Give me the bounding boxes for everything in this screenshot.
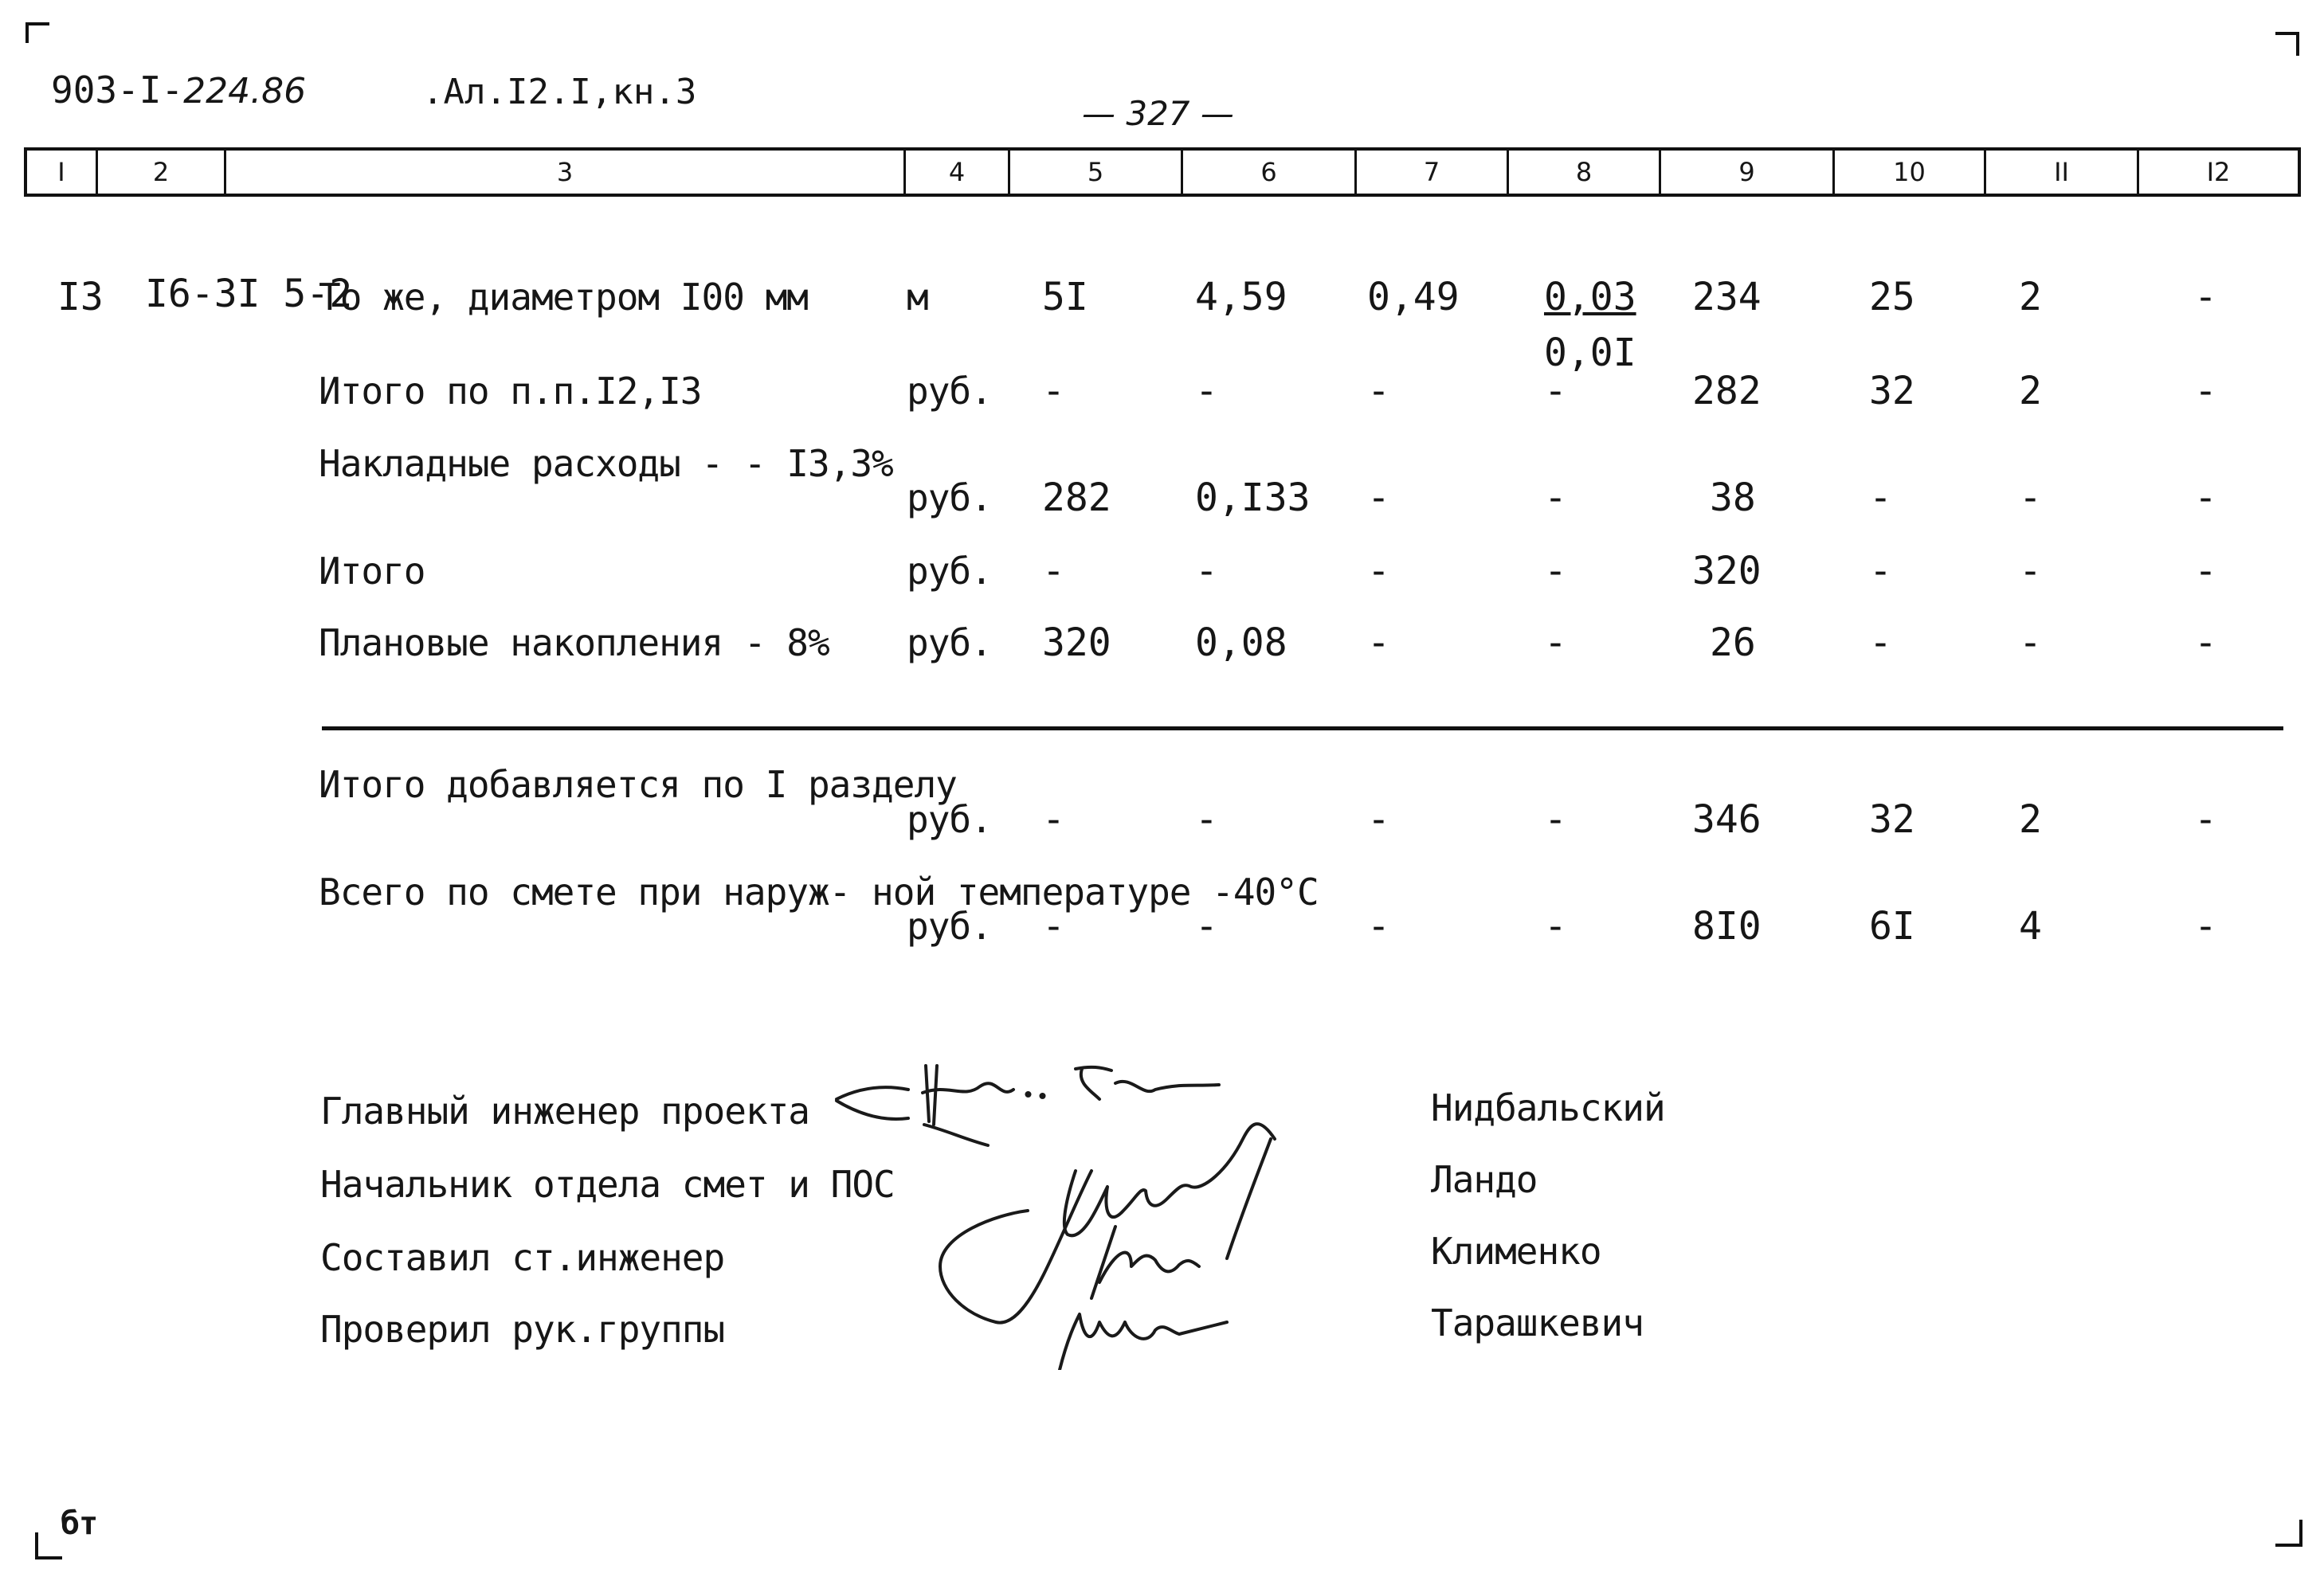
cell-col9: 26	[1710, 620, 1756, 665]
corner-mark-top-right	[2275, 32, 2299, 56]
cell-col10: -	[1869, 549, 1892, 593]
cell-col12: -	[2194, 275, 2217, 319]
table-row	[0, 620, 2324, 702]
column-header: 4	[903, 151, 1008, 194]
signatory-role: Начальник отдела смет и ПОС	[320, 1163, 895, 1206]
unit: руб.	[907, 621, 992, 664]
cell-col12: -	[2194, 475, 2217, 520]
cell-col11: 2	[2019, 369, 2042, 413]
doc-reference: .Ал.I2.I,кн.3	[422, 72, 697, 112]
column-header: II	[1984, 151, 2137, 194]
column-header: 3	[224, 151, 903, 194]
unit: руб.	[907, 476, 992, 519]
cell-col7: -	[1367, 475, 1390, 520]
cell-col9: 234	[1692, 275, 1762, 319]
doc-code-handwritten: 224.86	[183, 71, 307, 112]
table-row	[0, 871, 2324, 954]
cell-col10: 6I	[1869, 904, 1915, 949]
corner-mark-bottom-left	[35, 1532, 62, 1559]
cell-col7: -	[1367, 549, 1390, 593]
section-divider	[322, 726, 2283, 730]
footer-mark: бт	[61, 1505, 98, 1542]
cell-col6: -	[1195, 904, 1218, 949]
cell-col11: 2	[2019, 797, 2042, 842]
cell-col9: 38	[1710, 475, 1756, 520]
cell-col8: -	[1544, 620, 1567, 665]
unit: руб.	[907, 550, 992, 593]
cell-col5: 5I	[1042, 275, 1088, 319]
cell-col8: 0,03	[1544, 275, 1636, 319]
cell-col12: -	[2194, 369, 2217, 413]
item-name: Всего по смете при наруж- ной температуре -40°С	[319, 871, 1319, 914]
signatory-name: Тарашкевич	[1431, 1301, 1644, 1344]
column-header: I	[57, 157, 65, 187]
doc-code	[51, 68, 306, 112]
cell-col6: 0,I33	[1195, 475, 1311, 520]
column-header: 5	[1008, 151, 1181, 194]
cell-col7: 0,49	[1367, 275, 1460, 319]
unit: руб.	[907, 370, 992, 413]
handwritten-signatures	[829, 1051, 1354, 1370]
cell-col5: -	[1042, 797, 1065, 842]
column-header: 2	[96, 151, 224, 194]
cell-col5: 320	[1042, 620, 1111, 665]
unit: м	[907, 276, 928, 319]
signatory-role: Проверил рук.группы	[320, 1308, 725, 1351]
cell-col7: -	[1367, 797, 1390, 842]
cell-col11: 4	[2019, 904, 2042, 949]
cell-col5: 282	[1042, 475, 1111, 520]
item-name: То же, диаметром I00 мм	[319, 276, 808, 319]
cell-col7: -	[1367, 904, 1390, 949]
cell-col7: -	[1367, 620, 1390, 665]
cell-col5: -	[1042, 549, 1065, 593]
cell-col9: 346	[1692, 797, 1762, 842]
cell-col8: -	[1544, 475, 1567, 520]
signatory-role: Составил ст.инженер	[320, 1236, 725, 1279]
cell-col8: -	[1544, 549, 1567, 593]
cell-col7: -	[1367, 369, 1390, 413]
column-header: I2	[2137, 151, 2298, 194]
doc-code-prefix: 903-I-	[51, 68, 184, 112]
table-row	[0, 371, 2324, 451]
table-row	[0, 763, 2324, 846]
column-header: 9	[1659, 151, 1832, 194]
cell-col11: -	[2019, 475, 2042, 520]
cell-col12: -	[2194, 797, 2217, 842]
item-name: Плановые накопления - 8%	[319, 621, 829, 664]
cell-col9: 320	[1692, 549, 1762, 593]
item-name: Итого	[319, 550, 425, 593]
cell-col6: -	[1195, 369, 1218, 413]
cell-col8: -	[1544, 797, 1567, 842]
signatory-role: Главный инженер проекта	[320, 1090, 809, 1133]
cell-col8-sub: 0,0I	[1544, 331, 1636, 375]
cell-col11: 2	[2019, 275, 2042, 319]
cell-col10: -	[1869, 620, 1892, 665]
cell-col8: -	[1544, 369, 1567, 413]
cell-col6: -	[1195, 797, 1218, 842]
table-row	[0, 272, 2324, 375]
unit: руб.	[907, 798, 992, 841]
column-header: 6	[1181, 151, 1354, 194]
cell-col10: 32	[1869, 797, 1915, 842]
cell-col10: 32	[1869, 369, 1915, 413]
corner-mark-top-left	[25, 22, 49, 43]
signatory-name: Ландо	[1431, 1158, 1538, 1201]
item-name: Итого добавляется по I разделу	[319, 763, 957, 806]
table-row	[0, 442, 2324, 526]
page-number: — 327 —	[1082, 94, 1234, 133]
cell-col10: -	[1869, 475, 1892, 520]
cell-col11: -	[2019, 549, 2042, 593]
cell-col5: -	[1042, 369, 1065, 413]
cell-col10: 25	[1869, 275, 1915, 319]
column-header: 10	[1832, 151, 1984, 194]
cell-col6: 4,59	[1195, 275, 1287, 319]
table-row	[0, 551, 2324, 631]
signatory-name: Нидбальский	[1431, 1086, 1665, 1129]
row-number: I3	[57, 275, 104, 319]
corner-mark-bottom-right	[2275, 1520, 2302, 1547]
column-header: 8	[1507, 151, 1659, 194]
signatory-name: Клименко	[1431, 1230, 1601, 1273]
cell-col6: -	[1195, 549, 1218, 593]
cell-col9: 282	[1692, 369, 1762, 413]
column-header-row	[24, 147, 2301, 197]
unit: руб.	[907, 905, 992, 948]
cell-col11: -	[2019, 620, 2042, 665]
item-name: Накладные расходы - - I3,3%	[319, 442, 893, 485]
item-name: Итого по п.п.I2,I3	[319, 370, 702, 413]
rate-code: I6-3I 5-2	[145, 272, 353, 316]
cell-col6: 0,08	[1195, 620, 1287, 665]
column-header: 7	[1354, 151, 1507, 194]
cell-col8: -	[1544, 904, 1567, 949]
cell-col9: 8I0	[1692, 904, 1762, 949]
cell-col12: -	[2194, 620, 2217, 665]
cell-col5: -	[1042, 904, 1065, 949]
cell-col12: -	[2194, 549, 2217, 593]
cell-col12: -	[2194, 904, 2217, 949]
